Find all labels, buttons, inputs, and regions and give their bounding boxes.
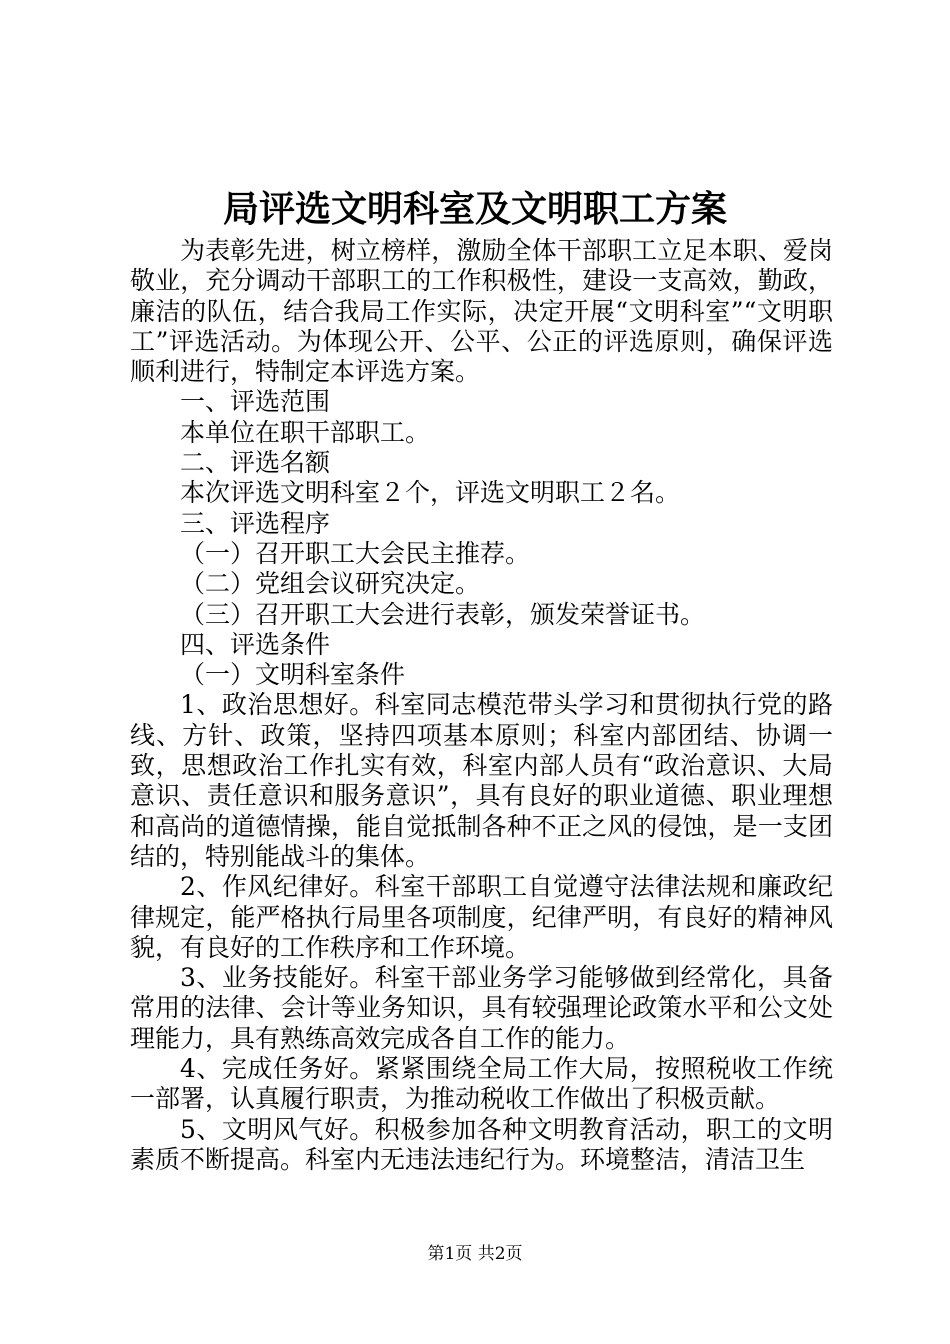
- document-title: 局评选文明科室及文明职工方案: [222, 189, 727, 230]
- subsection-heading-civilized-office: （一）文明科室条件: [180, 660, 406, 690]
- condition-paragraph: 3、业务技能好。科室干部业务学习能够做到经常化，具备常用的法律、会计等业务知识，具有较强理论政策水平和公文处理能力，具有熟练高效完成各自工作的能力。: [130, 963, 833, 1053]
- section-heading-conditions: 四、评选条件: [180, 629, 331, 659]
- condition-paragraph: 1、政治思想好。科室同志模范带头学习和贯彻执行党的路线、方针、政策，坚持四项基本原则；科室内部团结、协调一致，思想政治工作扎实有效，科室内部人员有“政治意识、大局意识、责任意识和服务意识”，具有良好的职业道德、职业理想和高尚的道德情操，能自觉抵制各种不正之风的侵蚀，是一支团结的，特别能战斗的集体。: [130, 690, 833, 871]
- intro-paragraph: 为表彰先进，树立榜样，激励全体干部职工立足本职、爱岗敬业，充分调动干部职工的工作积极性，建设一支高效，勤政，廉洁的队伍，结合我局工作实际，决定开展“文明科室”“文明职工”评选活动。为体现公开、公平、公正的评选原则，确保评选顺利进行，特制定本评选方案。: [130, 236, 833, 387]
- section-heading-scope: 一、评选范围: [180, 387, 331, 417]
- section-heading-quota: 二、评选名额: [180, 448, 331, 478]
- section-text-scope: 本单位在职干部职工。: [180, 417, 431, 447]
- section-heading-procedure: 三、评选程序: [180, 508, 331, 538]
- section-text-quota: 本次评选文明科室２个，评选文明职工２名。: [180, 478, 681, 508]
- procedure-item: （二）党组会议研究决定。: [180, 569, 481, 599]
- condition-paragraph: 2、作风纪律好。科室干部职工自觉遵守法律法规和廉政纪律规定，能严格执行局里各项制度，纪律严明，有良好的精神风貌，有良好的工作秩序和工作环境。: [130, 872, 833, 962]
- procedure-item: （三）召开职工大会进行表彰，颁发荣誉证书。: [180, 599, 706, 629]
- condition-paragraph: 4、完成任务好。紧紧围绕全局工作大局，按照税收工作统一部署，认真履行职责，为推动税收工作做出了积极贡献。: [130, 1054, 833, 1114]
- condition-paragraph: 5、文明风气好。积极参加各种文明教育活动，职工的文明素质不断提高。科室内无违法违纪行为。环境整洁，清洁卫生: [130, 1114, 833, 1174]
- document-body: [130, 236, 833, 1175]
- procedure-item: （一）召开职工大会民主推荐。: [180, 538, 531, 568]
- page-number: 第1页 共2页: [427, 1244, 523, 1264]
